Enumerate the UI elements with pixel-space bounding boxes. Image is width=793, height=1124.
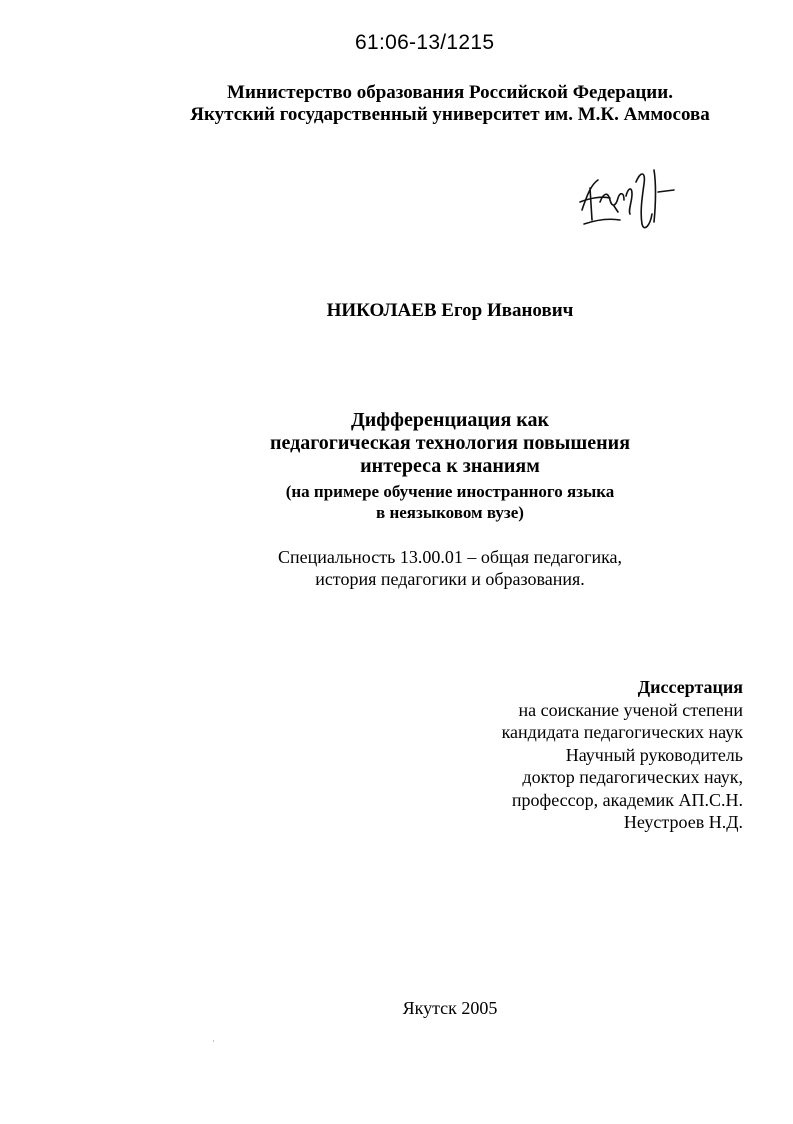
city-year: Якутск 2005	[402, 998, 498, 1018]
supervisor-name: Неустроев Н.Д.	[623, 812, 743, 832]
dissertation-line: на соискание ученой степени	[518, 699, 743, 720]
catalog-code: 61:06-13/1215	[355, 31, 495, 54]
thesis-title	[0, 409, 793, 478]
university-name: Якутский государственный университет им. М.К. Аммосова	[190, 104, 710, 125]
dissertation-info	[502, 676, 743, 834]
ministry-name: Министерство образования Российской Федерации.	[227, 82, 673, 103]
ministry-header	[0, 82, 793, 126]
thesis-title-line: Дифференциация как	[350, 409, 550, 431]
specialty-block	[0, 546, 793, 590]
handwritten-signature-icon	[570, 162, 680, 242]
scan-speck	[213, 1040, 214, 1042]
specialty-line: история педагогики и образования.	[315, 569, 585, 589]
thesis-title-line: интереса к знаниям	[360, 455, 540, 477]
specialty-line: Специальность 13.00.01 – общая педагогика,	[277, 547, 623, 567]
dissertation-line: Научный руководитель	[565, 744, 743, 765]
thesis-subtitle-line: в неязыковом вузе)	[376, 503, 524, 522]
dissertation-line: доктор педагогических наук,	[522, 767, 743, 787]
thesis-subtitle-line: (на примере обучение иностранного языка	[285, 482, 615, 501]
dissertation-line: профессор, академик АП.С.Н.	[511, 789, 743, 810]
dissertation-line: кандидата педагогических наук	[501, 722, 743, 742]
dissertation-heading: Диссертация	[637, 677, 743, 697]
author-name: НИКОЛАЕВ Егор Иванович	[326, 300, 574, 321]
thesis-title-line: педагогическая технология повышения	[269, 432, 631, 454]
thesis-subtitle	[0, 481, 793, 523]
